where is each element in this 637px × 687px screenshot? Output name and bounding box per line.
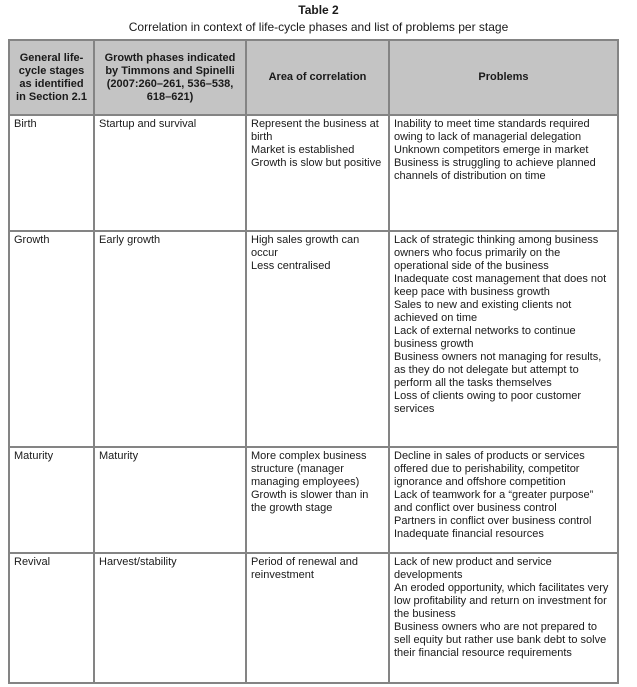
cell-growth-phase: Early growth	[94, 231, 246, 447]
cell-text-line: Period of renewal and reinvestment	[251, 556, 359, 581]
cell-text-line: Loss of clients owing to poor customer services	[394, 390, 582, 415]
table-row	[9, 231, 618, 447]
cell-text-line: Inadequate cost management that does not keep pace with business growth	[394, 273, 607, 298]
cell-growth-phase: Harvest/stability	[94, 553, 246, 683]
cell-text-line: Lack of new product and service developments	[394, 556, 552, 581]
cell-stage: Birth	[9, 115, 94, 231]
cell-text-line: Unknown competitors emerge in market	[394, 144, 589, 156]
cell-area-of-correlation	[246, 231, 389, 447]
cell-stage: Revival	[9, 553, 94, 683]
cell-text-line: Lack of external networks to continue business growth	[394, 325, 576, 350]
cell-area-of-correlation	[246, 115, 389, 231]
cell-text-line: Growth is slower than in the growth stage	[251, 489, 369, 514]
cell-text-line: Lack of teamwork for a “greater purpose” and conflict over business control	[394, 489, 594, 514]
header-problems: Problems	[389, 40, 618, 115]
header-area-of-correlation: Area of correlation	[246, 40, 389, 115]
table-row	[9, 553, 618, 683]
cell-text-line: Less centralised	[251, 260, 331, 272]
cell-text-line: High sales growth can occur	[251, 234, 360, 259]
cell-text-line: Inadequate financial resources	[394, 528, 544, 540]
cell-text-line: More complex business structure (manager managing employees)	[251, 450, 367, 488]
cell-problems	[389, 553, 618, 683]
table-body	[9, 115, 618, 683]
correlation-table	[8, 39, 619, 684]
cell-stage: Growth	[9, 231, 94, 447]
cell-text-line: Inability to meet time standards required owing to lack of managerial delegation	[394, 118, 590, 143]
header-growth-phases: Growth phases indicated by Timmons and Spinelli (2007:260–261, 536–538, 618–621)	[94, 40, 246, 115]
cell-text-line: Lack of strategic thinking among business owners who focus primarily on the operational side of the business	[394, 234, 599, 272]
cell-text-line: Market is established	[251, 144, 355, 156]
cell-text-line: Represent the business at birth	[251, 118, 379, 143]
table-row	[9, 115, 618, 231]
cell-area-of-correlation	[246, 447, 389, 553]
header-life-cycle-stages: General life-cycle stages as identified in Section 2.1	[9, 40, 94, 115]
table-title: Table 2	[298, 3, 339, 17]
cell-stage: Maturity	[9, 447, 94, 553]
header-row	[9, 40, 618, 115]
cell-problems	[389, 115, 618, 231]
cell-text-line: An eroded opportunity, which facilitates very low profitability and return on investment for the business	[394, 582, 609, 620]
cell-problems	[389, 231, 618, 447]
cell-problems	[389, 447, 618, 553]
cell-text-line: Growth is slow but positive	[251, 157, 382, 169]
cell-text-line: Partners in conflict over business control	[394, 515, 592, 527]
table-row	[9, 447, 618, 553]
cell-growth-phase: Startup and survival	[94, 115, 246, 231]
cell-text-line: Sales to new and existing clients not achieved on time	[394, 299, 572, 324]
cell-area-of-correlation	[246, 553, 389, 683]
cell-growth-phase: Maturity	[94, 447, 246, 553]
cell-text-line: Business is struggling to achieve planned channels of distribution on time	[394, 157, 596, 182]
table-caption: Correlation in context of life-cycle phases and list of problems per stage	[128, 20, 509, 34]
cell-text-line: Decline in sales of products or services offered due to perishability, competitor ignorance and offshore competition	[394, 450, 585, 488]
cell-text-line: Business owners not managing for results, as they do not delegate but attempt to perform all the tasks themselves	[394, 351, 602, 389]
table-header	[9, 40, 618, 115]
cell-text-line: Business owners who are not prepared to sell equity but rather use bank debt to solve their financial resource requirements	[394, 621, 607, 659]
